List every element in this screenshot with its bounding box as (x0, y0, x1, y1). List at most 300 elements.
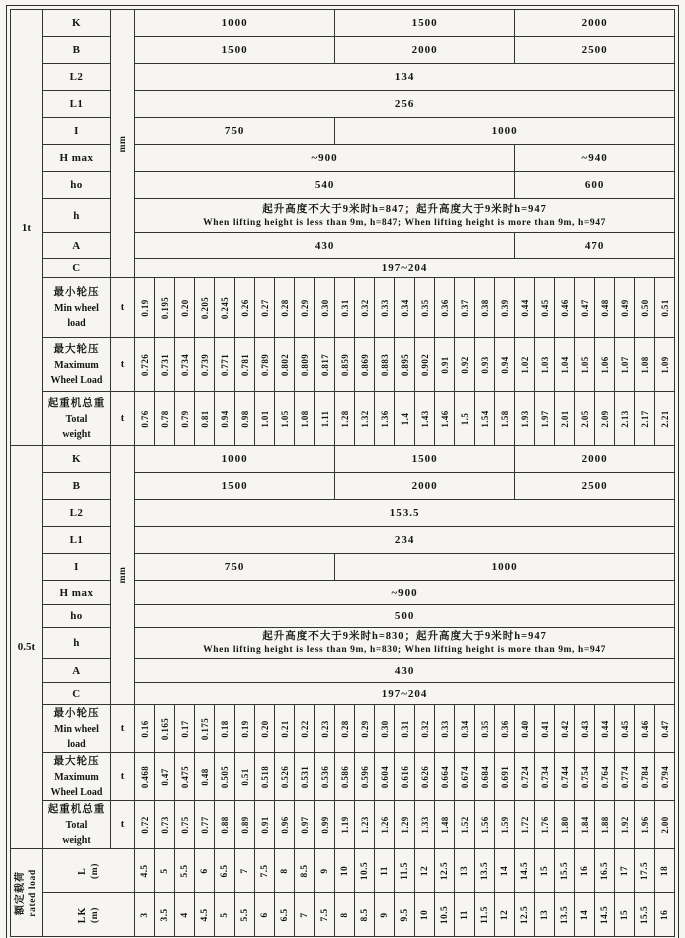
load-value-cell (615, 392, 635, 446)
load-value: 0.869 (359, 353, 370, 376)
load-value: 0.20 (259, 719, 270, 738)
span-value: 16 (659, 909, 670, 920)
load-label-line: weight (62, 429, 91, 440)
load-label-line: Total (65, 820, 88, 831)
load-label-line: load (67, 318, 86, 329)
unit-mm-label: mm (117, 566, 128, 584)
span-value: 7.5 (259, 863, 270, 878)
load-value-cell (295, 338, 315, 392)
load-value: 1.43 (419, 409, 430, 428)
span-value: 17.5 (639, 861, 650, 880)
load-value: 2.21 (659, 409, 670, 428)
load-value: 0.165 (159, 717, 170, 740)
load-value: 1.32 (359, 409, 370, 428)
load-value-cell (615, 338, 635, 392)
load-value-cell (275, 705, 295, 753)
load-value: 1.93 (519, 409, 530, 428)
span-value: 14 (579, 909, 590, 920)
param-label: I (43, 554, 111, 581)
span-value: 5.5 (239, 907, 250, 922)
load-value: 0.19 (139, 298, 150, 317)
load-value: 0.33 (439, 719, 450, 738)
table-row (11, 392, 675, 446)
span-value-cell (575, 849, 595, 893)
load-value-cell (475, 278, 495, 338)
table-row (11, 554, 675, 581)
load-value: 0.91 (439, 355, 450, 374)
span-value: 11.5 (399, 861, 410, 880)
load-value-cell (655, 392, 675, 446)
table-row (11, 91, 675, 118)
h-note-zh: 起升高度不大于9米时h=830；起升高度大于9米时h=947 (262, 631, 547, 642)
load-value: 0.27 (259, 298, 270, 317)
load-value-cell (455, 338, 475, 392)
load-value: 0.36 (499, 719, 510, 738)
load-value-cell (315, 392, 335, 446)
span-value-cell (455, 893, 475, 937)
load-value-cell (135, 705, 155, 753)
span-value: 16 (579, 865, 590, 876)
load-value-cell (575, 705, 595, 753)
span-value-cell (455, 849, 475, 893)
span-value-cell (435, 849, 455, 893)
load-value-cell (415, 392, 435, 446)
load-value-cell (355, 278, 375, 338)
load-value-cell (215, 392, 235, 446)
load-value-cell (275, 278, 295, 338)
span-label: L (76, 866, 88, 875)
load-value-cell (255, 278, 275, 338)
span-value-cell (655, 893, 675, 937)
param-label: L2 (43, 64, 111, 91)
load-label-line: Maximum (54, 772, 99, 783)
load-value: 0.97 (299, 815, 310, 834)
load-value: 1.80 (559, 815, 570, 834)
load-value: 0.29 (299, 298, 310, 317)
load-value: 0.93 (479, 355, 490, 374)
span-value: 13.5 (479, 861, 490, 880)
load-value: 0.205 (199, 296, 210, 319)
load-value: 1.19 (339, 815, 350, 834)
load-value: 0.764 (599, 765, 610, 788)
load-value: 0.789 (259, 353, 270, 376)
load-value: 0.175 (199, 717, 210, 740)
load-value-cell (575, 392, 595, 446)
table-row (11, 446, 675, 473)
load-value: 0.28 (279, 298, 290, 317)
table-row (11, 605, 675, 628)
span-value-cell (215, 893, 235, 937)
load-label-line: Wheel Load (50, 787, 103, 798)
load-value-cell (215, 338, 235, 392)
load-value: 2.09 (599, 409, 610, 428)
param-label: A (43, 659, 111, 683)
load-value: 0.96 (279, 815, 290, 834)
load-value: 0.36 (439, 298, 450, 317)
table-row (11, 527, 675, 554)
span-value: 6 (259, 911, 270, 918)
load-value-cell (455, 392, 475, 446)
load-value-cell (375, 278, 395, 338)
load-value: 0.859 (339, 353, 350, 376)
load-value: 0.35 (419, 298, 430, 317)
dim-value-cell: 1500 (335, 10, 515, 37)
load-value: 0.38 (479, 298, 490, 317)
table-row (11, 893, 675, 937)
load-value-cell (515, 801, 535, 849)
load-value: 0.475 (179, 765, 190, 788)
load-value: 1.59 (499, 815, 510, 834)
span-value: 4.5 (199, 907, 210, 922)
load-value-cell (215, 801, 235, 849)
load-value-cell (555, 801, 575, 849)
load-value: 1.02 (519, 355, 530, 374)
span-value: 4.5 (139, 863, 150, 878)
span-value-cell (175, 849, 195, 893)
load-value: 0.46 (639, 719, 650, 738)
load-value: 1.26 (379, 815, 390, 834)
load-value-cell (355, 392, 375, 446)
table-row (11, 338, 675, 392)
rated-load-label-block (14, 869, 40, 916)
load-label-line: Min wheel (54, 303, 99, 314)
load-value-cell (335, 753, 355, 801)
param-label: H max (43, 145, 111, 172)
load-value: 0.586 (339, 765, 350, 788)
span-value: 13 (539, 909, 550, 920)
span-value: 14 (499, 865, 510, 876)
load-value: 0.33 (379, 298, 390, 317)
load-value-cell (575, 278, 595, 338)
span-value-cell (275, 893, 295, 937)
load-value-cell (255, 801, 275, 849)
span-value: 11 (379, 865, 390, 876)
load-value-cell (235, 801, 255, 849)
load-value-cell (215, 278, 235, 338)
load-value: 2.17 (639, 409, 650, 428)
load-value: 0.794 (659, 765, 670, 788)
param-label: B (43, 37, 111, 64)
load-value-cell (155, 338, 175, 392)
load-value: 0.505 (219, 765, 230, 788)
dim-value-cell: 2000 (515, 446, 675, 473)
load-value-cell (175, 753, 195, 801)
span-value-cell (595, 849, 615, 893)
load-value: 0.26 (239, 298, 250, 317)
load-value-cell (355, 801, 375, 849)
load-value-cell (355, 338, 375, 392)
load-value-cell (535, 753, 555, 801)
span-value: 4 (179, 911, 190, 918)
load-value: 1.11 (319, 410, 330, 427)
load-value: 0.771 (219, 353, 230, 376)
load-value-cell (435, 753, 455, 801)
span-value: 12 (419, 865, 430, 876)
table-outer-frame (6, 5, 679, 938)
load-value-cell (335, 392, 355, 446)
load-value: 1.97 (539, 409, 550, 428)
load-value: 0.734 (179, 353, 190, 376)
span-value: 12 (499, 909, 510, 920)
load-value: 0.518 (259, 765, 270, 788)
load-value: 0.726 (139, 353, 150, 376)
load-value: 0.50 (639, 298, 650, 317)
load-value-cell (475, 753, 495, 801)
section-label: 1t (11, 10, 43, 446)
load-value: 0.626 (419, 765, 430, 788)
span-value: 10.5 (359, 861, 370, 880)
load-value-cell (515, 278, 535, 338)
load-value: 0.79 (179, 409, 190, 428)
load-value: 0.35 (479, 719, 490, 738)
load-value: 1.56 (479, 815, 490, 834)
span-value-cell (475, 893, 495, 937)
load-row-label (43, 801, 111, 849)
dim-value-cell: ~900 (135, 581, 675, 605)
dim-value-cell: 2500 (515, 473, 675, 500)
load-value: 0.616 (399, 765, 410, 788)
load-value-cell (175, 278, 195, 338)
load-value: 0.22 (299, 719, 310, 738)
load-value-cell (415, 801, 435, 849)
unit-mm-cell (111, 446, 135, 705)
load-value-cell (195, 338, 215, 392)
load-value: 0.43 (579, 719, 590, 738)
table-row (11, 10, 675, 37)
load-value: 0.731 (159, 353, 170, 376)
span-value: 3 (139, 911, 150, 918)
load-value: 0.809 (299, 353, 310, 376)
load-value: 0.817 (319, 353, 330, 376)
load-value-cell (155, 753, 175, 801)
load-value-cell (575, 338, 595, 392)
load-value: 0.691 (499, 765, 510, 788)
load-value: 0.47 (579, 298, 590, 317)
load-value-cell (275, 338, 295, 392)
load-value: 0.46 (559, 298, 570, 317)
dim-value-cell: 1000 (335, 554, 675, 581)
load-value-cell (275, 801, 295, 849)
param-label: K (43, 446, 111, 473)
load-value-cell (635, 801, 655, 849)
load-value-cell (295, 392, 315, 446)
span-value-cell (355, 893, 375, 937)
dim-value-cell: 234 (135, 527, 675, 554)
dim-value-cell: 134 (135, 64, 675, 91)
span-value-cell (635, 893, 655, 937)
param-label: ho (43, 172, 111, 199)
load-value-cell (295, 801, 315, 849)
load-value: 0.526 (279, 765, 290, 788)
param-label: L1 (43, 527, 111, 554)
load-value-cell (315, 801, 335, 849)
table-row (11, 801, 675, 849)
load-value: 0.98 (239, 409, 250, 428)
load-value-cell (155, 392, 175, 446)
crane-spec-table (10, 9, 675, 937)
load-value-cell (295, 278, 315, 338)
load-value: 1.72 (519, 815, 530, 834)
span-unit: (m) (89, 906, 100, 923)
rated-load-label-line: rated load (27, 868, 38, 917)
dim-value-cell: 1000 (135, 446, 335, 473)
span-value: 6.5 (279, 907, 290, 922)
load-value-cell (415, 338, 435, 392)
span-label-block (76, 862, 102, 878)
load-value-cell (135, 338, 155, 392)
load-value: 0.195 (159, 296, 170, 319)
span-value-cell (495, 893, 515, 937)
span-value-cell (575, 893, 595, 937)
span-value-cell (395, 849, 415, 893)
load-value-cell (155, 278, 175, 338)
span-value-cell (555, 893, 575, 937)
load-value-cell (135, 392, 155, 446)
table-row (11, 705, 675, 753)
span-value: 15 (539, 865, 550, 876)
load-value-cell (335, 278, 355, 338)
span-value-cell (255, 849, 275, 893)
load-label-line: 最小轮压 (53, 708, 100, 719)
load-value: 0.32 (419, 719, 430, 738)
span-value-cell (175, 893, 195, 937)
unit-mm-cell (111, 10, 135, 278)
dim-value-cell: 1500 (135, 473, 335, 500)
load-value: 0.19 (239, 719, 250, 738)
load-value: 0.536 (319, 765, 330, 788)
load-value: 1.09 (659, 355, 670, 374)
load-value: 1.03 (539, 355, 550, 374)
load-value: 2.05 (579, 409, 590, 428)
param-label: ho (43, 605, 111, 628)
dim-value-cell: 500 (135, 605, 675, 628)
span-value-cell (195, 849, 215, 893)
load-value: 1.04 (559, 355, 570, 374)
span-value: 8.5 (359, 907, 370, 922)
span-value-cell (615, 893, 635, 937)
load-value-cell (555, 753, 575, 801)
load-value-cell (295, 753, 315, 801)
span-value-cell (295, 893, 315, 937)
load-value-cell (615, 753, 635, 801)
param-label: L1 (43, 91, 111, 118)
param-label: B (43, 473, 111, 500)
table-row (11, 753, 675, 801)
load-value-cell (475, 705, 495, 753)
table-row (11, 473, 675, 500)
load-value: 0.895 (399, 353, 410, 376)
span-value-cell (495, 849, 515, 893)
load-value: 0.37 (459, 298, 470, 317)
load-value: 0.48 (599, 298, 610, 317)
load-row-label (43, 392, 111, 446)
param-label: K (43, 10, 111, 37)
param-label: H max (43, 581, 111, 605)
load-value: 0.31 (339, 298, 350, 317)
unit-t-cell: t (111, 278, 135, 338)
load-value: 0.91 (259, 815, 270, 834)
load-value-cell (535, 392, 555, 446)
load-value: 0.81 (199, 409, 210, 428)
table-row (11, 199, 675, 233)
load-value-cell (595, 278, 615, 338)
load-value: 0.31 (399, 719, 410, 738)
table-row (11, 628, 675, 659)
load-value: 1.96 (639, 815, 650, 834)
load-value-cell (255, 753, 275, 801)
load-value-cell (535, 705, 555, 753)
load-value: 0.72 (139, 815, 150, 834)
load-value-cell (435, 392, 455, 446)
load-value-cell (135, 753, 155, 801)
dim-value-cell: 2000 (335, 473, 515, 500)
dim-value-cell: 540 (135, 172, 515, 199)
load-value: 0.41 (539, 719, 550, 738)
span-value-cell (335, 893, 355, 937)
span-value-cell (535, 893, 555, 937)
span-value-cell (335, 849, 355, 893)
load-label-line: 起重机总重 (47, 398, 106, 409)
load-value-cell (195, 278, 215, 338)
load-value-cell (415, 705, 435, 753)
load-value-cell (395, 392, 415, 446)
load-value-cell (275, 392, 295, 446)
span-row-label (43, 849, 135, 893)
dim-value-cell: 750 (135, 118, 335, 145)
load-value-cell (375, 392, 395, 446)
span-value-cell (135, 893, 155, 937)
load-value-cell (395, 705, 415, 753)
dim-value-cell: 750 (135, 554, 335, 581)
load-value-cell (615, 705, 635, 753)
dim-value-cell: 2500 (515, 37, 675, 64)
span-value: 8 (339, 911, 350, 918)
load-value-cell (455, 753, 475, 801)
load-value-cell (375, 338, 395, 392)
load-value: 0.51 (659, 298, 670, 317)
load-value-cell (255, 392, 275, 446)
load-value: 0.734 (539, 765, 550, 788)
load-value: 0.604 (379, 765, 390, 788)
span-row-label (43, 893, 135, 937)
load-value: 0.99 (319, 815, 330, 834)
load-value-cell (495, 278, 515, 338)
span-value: 8 (279, 867, 290, 874)
table-row (11, 37, 675, 64)
load-value-cell (495, 753, 515, 801)
load-value: 0.774 (619, 765, 630, 788)
load-value-cell (415, 278, 435, 338)
load-value: 0.89 (239, 815, 250, 834)
load-value: 0.245 (219, 296, 230, 319)
load-value-cell (395, 278, 415, 338)
load-value: 0.39 (499, 298, 510, 317)
load-value: 2.13 (619, 409, 630, 428)
load-value: 0.754 (579, 765, 590, 788)
span-value-cell (215, 849, 235, 893)
load-value-cell (495, 338, 515, 392)
load-value-cell (135, 801, 155, 849)
load-value: 0.18 (219, 719, 230, 738)
span-value-cell (315, 893, 335, 937)
load-value: 0.468 (139, 765, 150, 788)
load-value: 1.46 (439, 409, 450, 428)
dim-value-cell (135, 628, 675, 659)
load-value: 0.21 (279, 719, 290, 738)
span-value: 12.5 (439, 861, 450, 880)
table-row (11, 500, 675, 527)
dim-value-cell (135, 199, 675, 233)
